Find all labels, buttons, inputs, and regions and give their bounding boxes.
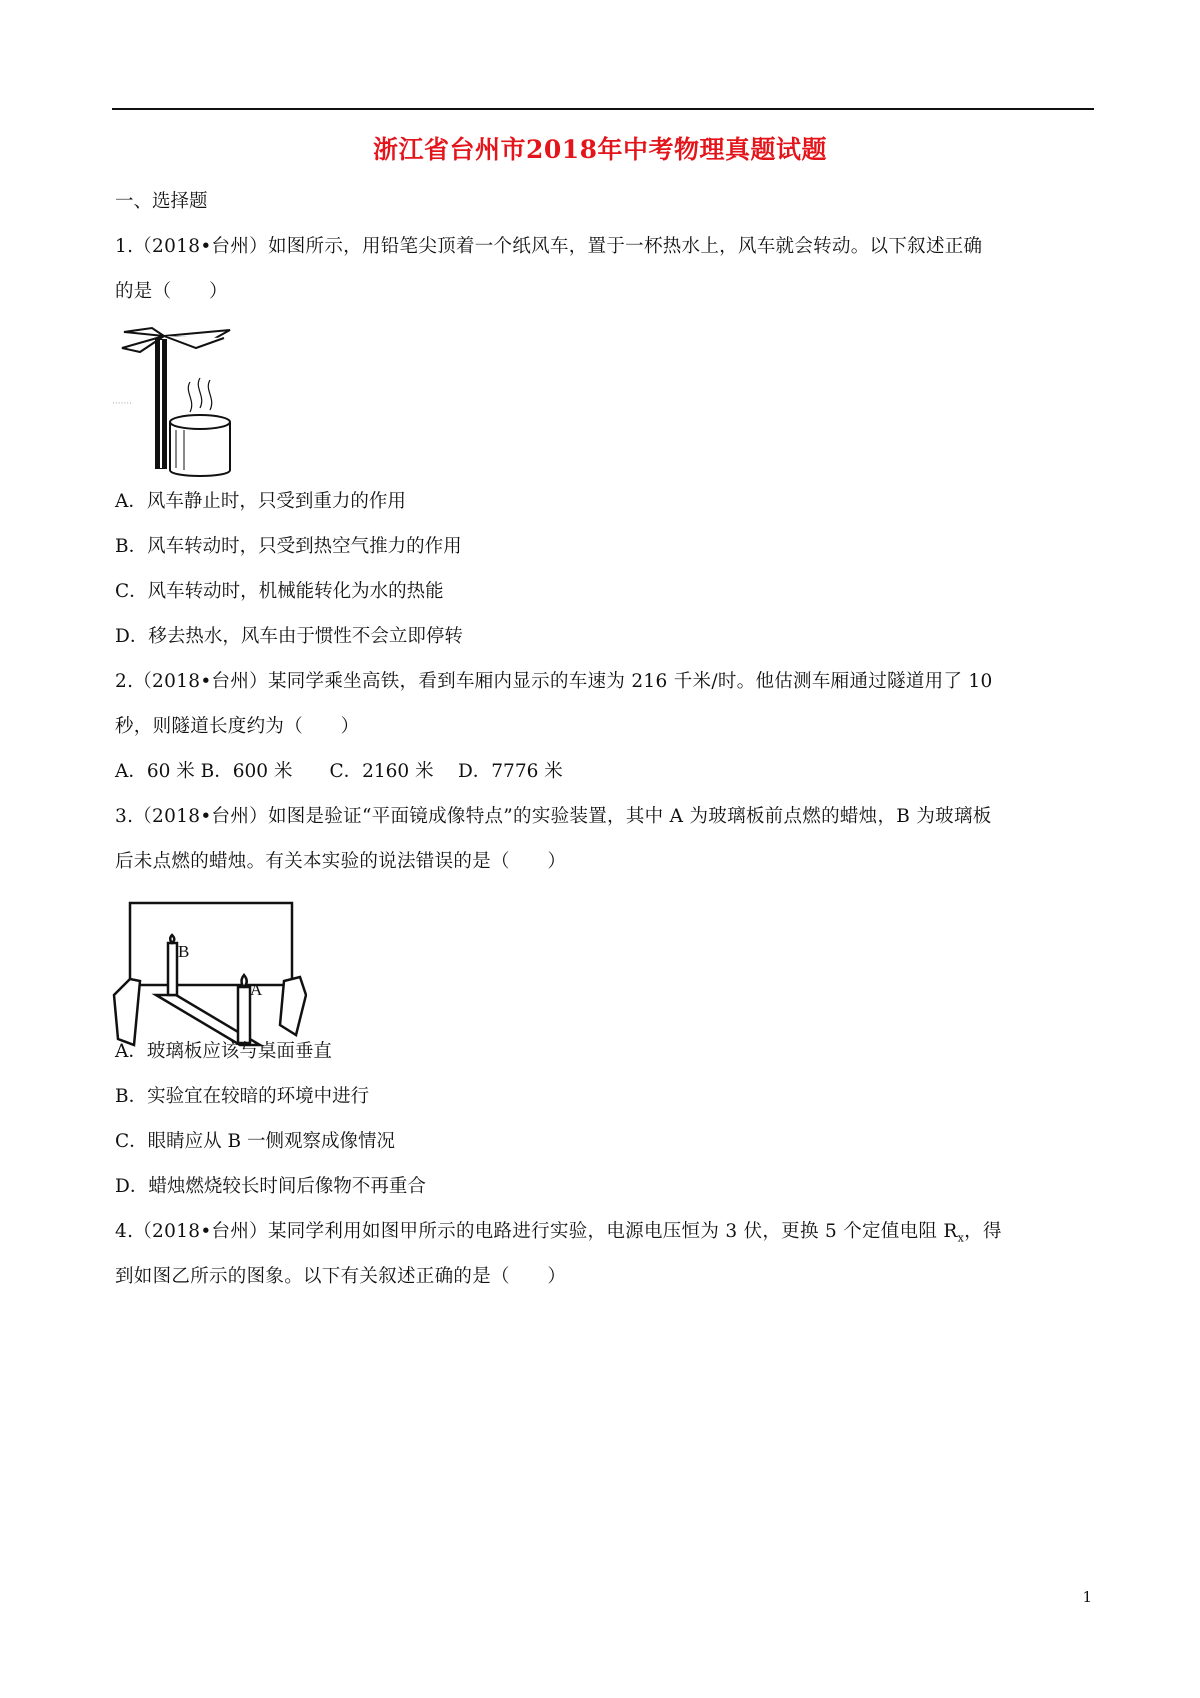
q4-subscript: x — [957, 1231, 965, 1245]
q1-stem-line-1: 1.（2018•台州）如图所示，用铅笔尖顶着一个纸风车，置于一杯热水上，风车就会转动。以下叙述正确 — [115, 236, 983, 257]
section-heading: 一、选择题 — [115, 191, 208, 212]
q3-option-c: C．眼睛应从 B 一侧观察成像情况 — [115, 1131, 396, 1152]
pinwheel-figure — [112, 322, 247, 480]
q4-stem-text: 4.（2018•台州）某同学利用如图甲所示的电路进行实验，电源电压恒为 3 伏，更换 5 个定值电阻 R — [115, 1221, 958, 1242]
q2-stem-line-2: 秒，则隧道长度约为（ ） — [115, 716, 360, 737]
document-title: 浙江省台州市2018年中考物理真题试题 — [372, 135, 828, 164]
q3-option-d: D．蜡烛燃烧较长时间后像物不再重合 — [115, 1176, 426, 1197]
q4-stem-line-1 — [115, 1220, 1002, 1251]
q1-option-a: A．风车静止时，只受到重力的作用 — [115, 491, 406, 512]
plane-mirror-figure — [112, 895, 307, 1050]
header-rule — [112, 108, 1094, 110]
q3-stem-line-2: 后未点燃的蜡烛。有关本实验的说法错误的是（ ） — [115, 851, 567, 872]
svg-text:·······: ······· — [112, 399, 133, 409]
q1-option-d: D．移去热水，风车由于惯性不会立即停转 — [115, 626, 463, 647]
q4-stem-tail: ，得 — [964, 1221, 1002, 1242]
q1-stem-line-2: 的是（ ） — [115, 281, 228, 302]
q4-stem-line-2: 到如图乙所示的图象。以下有关叙述正确的是（ ） — [115, 1266, 567, 1287]
figure-label-b: B — [178, 942, 190, 961]
q3-stem-line-1: 3.（2018•台州）如图是验证“平面镜成像特点”的实验装置，其中 A 为玻璃板前点燃的蜡烛，B 为玻璃板 — [115, 806, 992, 827]
q2-options: A．60 米 B．600 米 C．2160 米 D．7776 米 — [115, 761, 563, 782]
q1-option-b: B．风车转动时，只受到热空气推力的作用 — [115, 536, 462, 557]
q2-stem-line-1: 2.（2018•台州）某同学乘坐高铁，看到车厢内显示的车速为 216 千米/时。他估测车厢通过隧道用了 10 — [115, 671, 993, 692]
figure-label-a: A — [250, 980, 263, 999]
q1-option-c: C．风车转动时，机械能转化为水的热能 — [115, 581, 444, 602]
q3-option-a: A．玻璃板应该与桌面垂直 — [115, 1041, 332, 1062]
page-number: 1 — [1082, 1588, 1092, 1606]
q3-option-b: B．实验宜在较暗的环境中进行 — [115, 1086, 370, 1107]
